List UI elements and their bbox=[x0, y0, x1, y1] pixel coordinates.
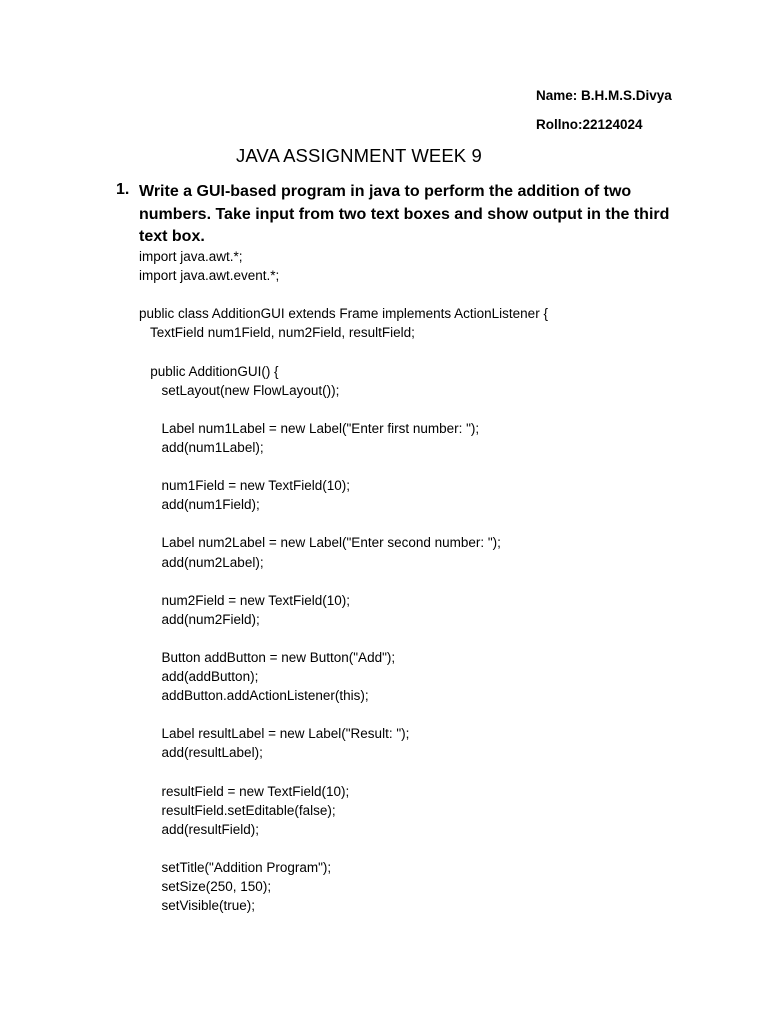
code-line bbox=[139, 400, 548, 419]
student-rollno: Rollno:22124024 bbox=[536, 117, 643, 132]
code-line: TextField num1Field, num2Field, resultField; bbox=[139, 325, 415, 341]
code-line bbox=[139, 705, 548, 724]
question-line: Write a GUI-based program in java to perform the addition of two bbox=[139, 183, 632, 200]
code-line: add(num2Label); bbox=[139, 554, 264, 570]
code-line: Label resultLabel = new Label("Result: "); bbox=[139, 726, 410, 742]
code-line: Button addButton = new Button("Add"); bbox=[139, 649, 396, 665]
code-line: add(resultLabel); bbox=[139, 745, 263, 761]
question-text bbox=[139, 181, 679, 249]
code-line: public class AdditionGUI extends Frame implements ActionListener { bbox=[139, 306, 548, 322]
code-line: add(num1Field); bbox=[139, 497, 260, 513]
code-line bbox=[139, 285, 548, 304]
code-line: num1Field = new TextField(10); bbox=[139, 478, 350, 494]
code-line bbox=[139, 514, 548, 533]
code-line: Label num1Label = new Label("Enter first number: "); bbox=[139, 420, 480, 436]
code-block bbox=[139, 247, 548, 915]
code-line: setLayout(new FlowLayout()); bbox=[139, 382, 340, 398]
code-line: addButton.addActionListener(this); bbox=[139, 688, 369, 704]
code-line: add(num2Field); bbox=[139, 611, 260, 627]
code-line bbox=[139, 457, 548, 476]
question-number: 1. bbox=[116, 181, 130, 198]
question-line: numbers. Take input from two text boxes and show output in the third bbox=[139, 205, 670, 223]
code-line bbox=[139, 342, 548, 361]
code-line bbox=[139, 572, 548, 591]
code-line: setVisible(true); bbox=[139, 898, 256, 914]
code-line bbox=[139, 629, 548, 648]
code-line: setTitle("Addition Program"); bbox=[139, 860, 332, 875]
code-line: add(num1Label); bbox=[139, 439, 264, 455]
question-line: text box. bbox=[139, 228, 205, 245]
code-line: public AdditionGUI() { bbox=[139, 363, 279, 379]
code-line: import java.awt.event.*; bbox=[139, 268, 280, 284]
code-line bbox=[139, 839, 548, 858]
assignment-title: JAVA ASSIGNMENT WEEK 9 bbox=[236, 145, 482, 166]
code-line bbox=[139, 763, 548, 782]
code-line: add(addButton); bbox=[139, 669, 259, 685]
code-line: num2Field = new TextField(10); bbox=[139, 592, 350, 608]
code-line: resultField = new TextField(10); bbox=[139, 783, 350, 799]
code-line: import java.awt.*; bbox=[139, 249, 243, 264]
code-line: resultField.setEditable(false); bbox=[139, 802, 336, 818]
student-name: Name: B.H.M.S.Divya bbox=[536, 88, 672, 103]
code-line: add(resultField); bbox=[139, 821, 260, 837]
code-line: Label num2Label = new Label("Enter second number: "); bbox=[139, 535, 501, 551]
code-line: setSize(250, 150); bbox=[139, 879, 272, 895]
